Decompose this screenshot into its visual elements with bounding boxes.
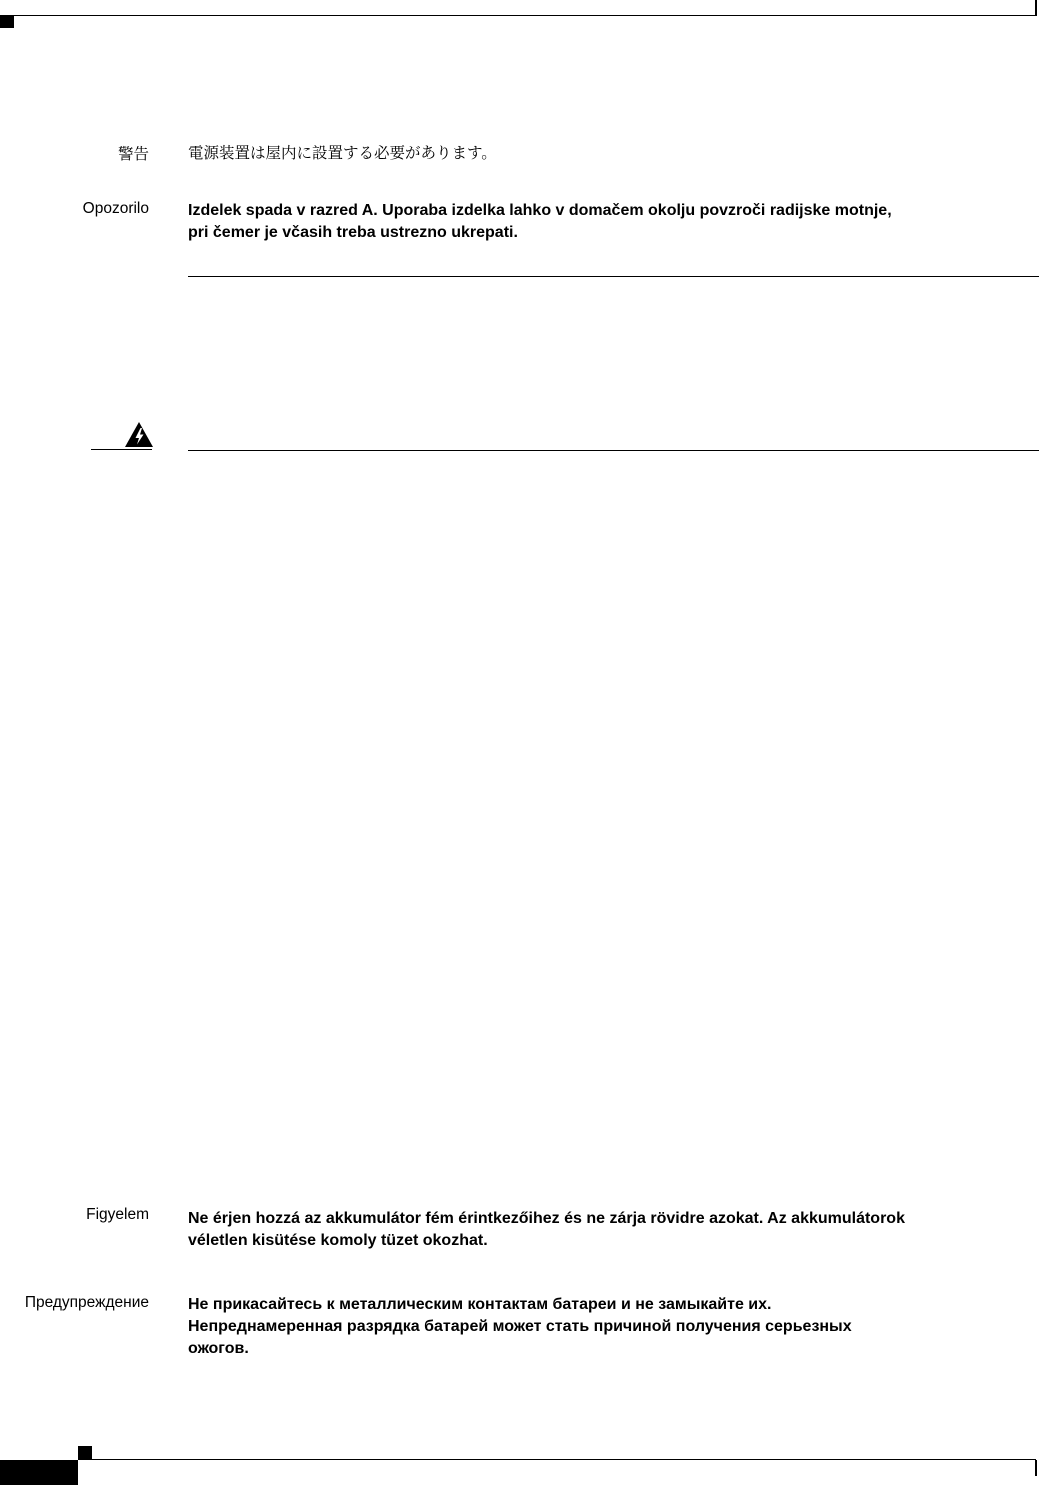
- top-corner-marker: [0, 16, 14, 28]
- bottom-right-tick: [1035, 1460, 1037, 1476]
- warning-text: [188, 200, 1043, 244]
- page-number-bar: [0, 1460, 78, 1485]
- warning-text: [188, 1208, 1043, 1252]
- bottom-rule: [78, 1459, 1036, 1460]
- warning-label: 警告: [117, 145, 149, 163]
- bottom-corner-marker: [78, 1446, 92, 1459]
- icon-underline: [91, 449, 152, 450]
- warning-label: Figyelem: [86, 1206, 149, 1223]
- top-rule: [0, 15, 1036, 16]
- warning-text: 電源装置は屋内に設置する必要があります。: [188, 144, 497, 162]
- warning-text-line: véletlen kisütése komoly tüzet okozhat.: [188, 1232, 488, 1249]
- warning-text-line: Ne érjen hozzá az akkumulátor fém érintkezőihez és ne zárja rövidre azokat. Az akkumulátorok: [188, 1210, 905, 1227]
- warning-text-line: pri čemer je včasih treba ustrezno ukrepati.: [188, 224, 518, 241]
- warning-text-line: ожогов.: [188, 1340, 249, 1357]
- warning-label: Opozorilo: [82, 200, 149, 217]
- top-right-tick: [1035, 0, 1037, 16]
- electrical-hazard-icon: [124, 421, 154, 449]
- section-divider: [188, 450, 1039, 451]
- warning-text-line: Izdelek spada v razred A. Uporaba izdelka lahko v domačem okolju povzroči radijske motnje,: [188, 202, 892, 219]
- warning-label: Предупреждение: [24, 1294, 149, 1311]
- warning-text-line: Непреднамеренная разрядка батарей может стать причиной получения серьезных: [188, 1318, 852, 1335]
- warning-text-line: Не прикасайтесь к металлическим контактам батареи и не замыкайте их.: [188, 1296, 772, 1313]
- section-divider: [188, 276, 1039, 277]
- warning-text: [188, 1294, 1043, 1360]
